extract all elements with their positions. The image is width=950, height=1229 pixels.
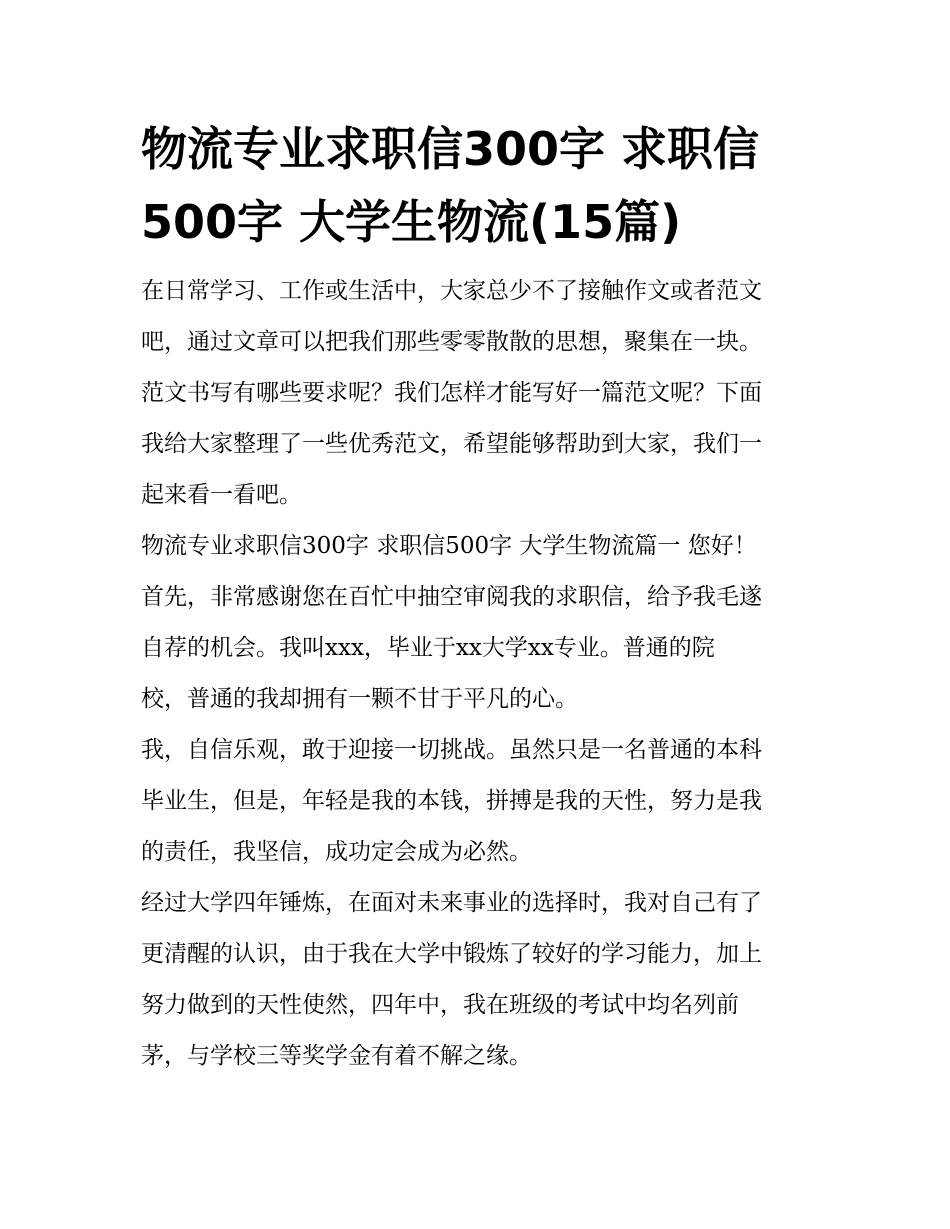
text-line: 起来看一看吧。: [141, 482, 302, 508]
document-body: [141, 266, 814, 1082]
text-line: 校，普通的我却拥有一颗不甘于平凡的心。: [141, 686, 578, 712]
paragraph-confidence: [141, 725, 814, 878]
text-line: 范文书写有哪些要求呢？我们怎样才能写好一篇范文呢？下面: [141, 380, 762, 406]
text-line: 经过大学四年锤炼，在面对未来事业的选择时，我对自己有了: [141, 890, 762, 916]
text-line: 吧，通过文章可以把我们那些零零散散的思想，聚集在一块。: [141, 329, 762, 355]
text-line: 物流专业求职信300字 求职信500字 大学生物流篇一 您好！: [141, 533, 757, 559]
text-line: 首先，非常感谢您在百忙中抽空审阅我的求职信，给予我毛遂: [141, 584, 762, 610]
text-line: 努力做到的天性使然，四年中，我在班级的考试中均名列前: [141, 992, 739, 1018]
paragraph-intro: [141, 266, 814, 521]
text-line: 在日常学习、工作或生活中，大家总少不了接触作文或者范文: [141, 278, 762, 304]
text-line: 我给大家整理了一些优秀范文，希望能够帮助到大家，我们一: [141, 431, 762, 457]
title-line: 物流专业求职信300字 求职信: [141, 122, 760, 176]
text-line: 我，自信乐观，敢于迎接一切挑战。虽然只是一名普通的本科: [141, 737, 762, 763]
text-line: 的责任，我坚信，成功定会成为必然。: [141, 839, 532, 865]
title-line: 500字 大学生物流(15篇): [141, 195, 682, 249]
paragraph-greeting: [141, 521, 814, 725]
text-line: 茅，与学校三等奖学金有着不解之缘。: [141, 1043, 532, 1069]
text-line: 毕业生，但是，年轻是我的本钱，拼搏是我的天性，努力是我: [141, 788, 762, 814]
text-line: 自荐的机会。我叫xxx，毕业于xx大学xx专业。普通的院: [141, 635, 715, 661]
document-title: [141, 113, 814, 259]
text-line: 更清醒的认识，由于我在大学中锻炼了较好的学习能力，加上: [141, 941, 762, 967]
paragraph-experience: [141, 878, 814, 1082]
